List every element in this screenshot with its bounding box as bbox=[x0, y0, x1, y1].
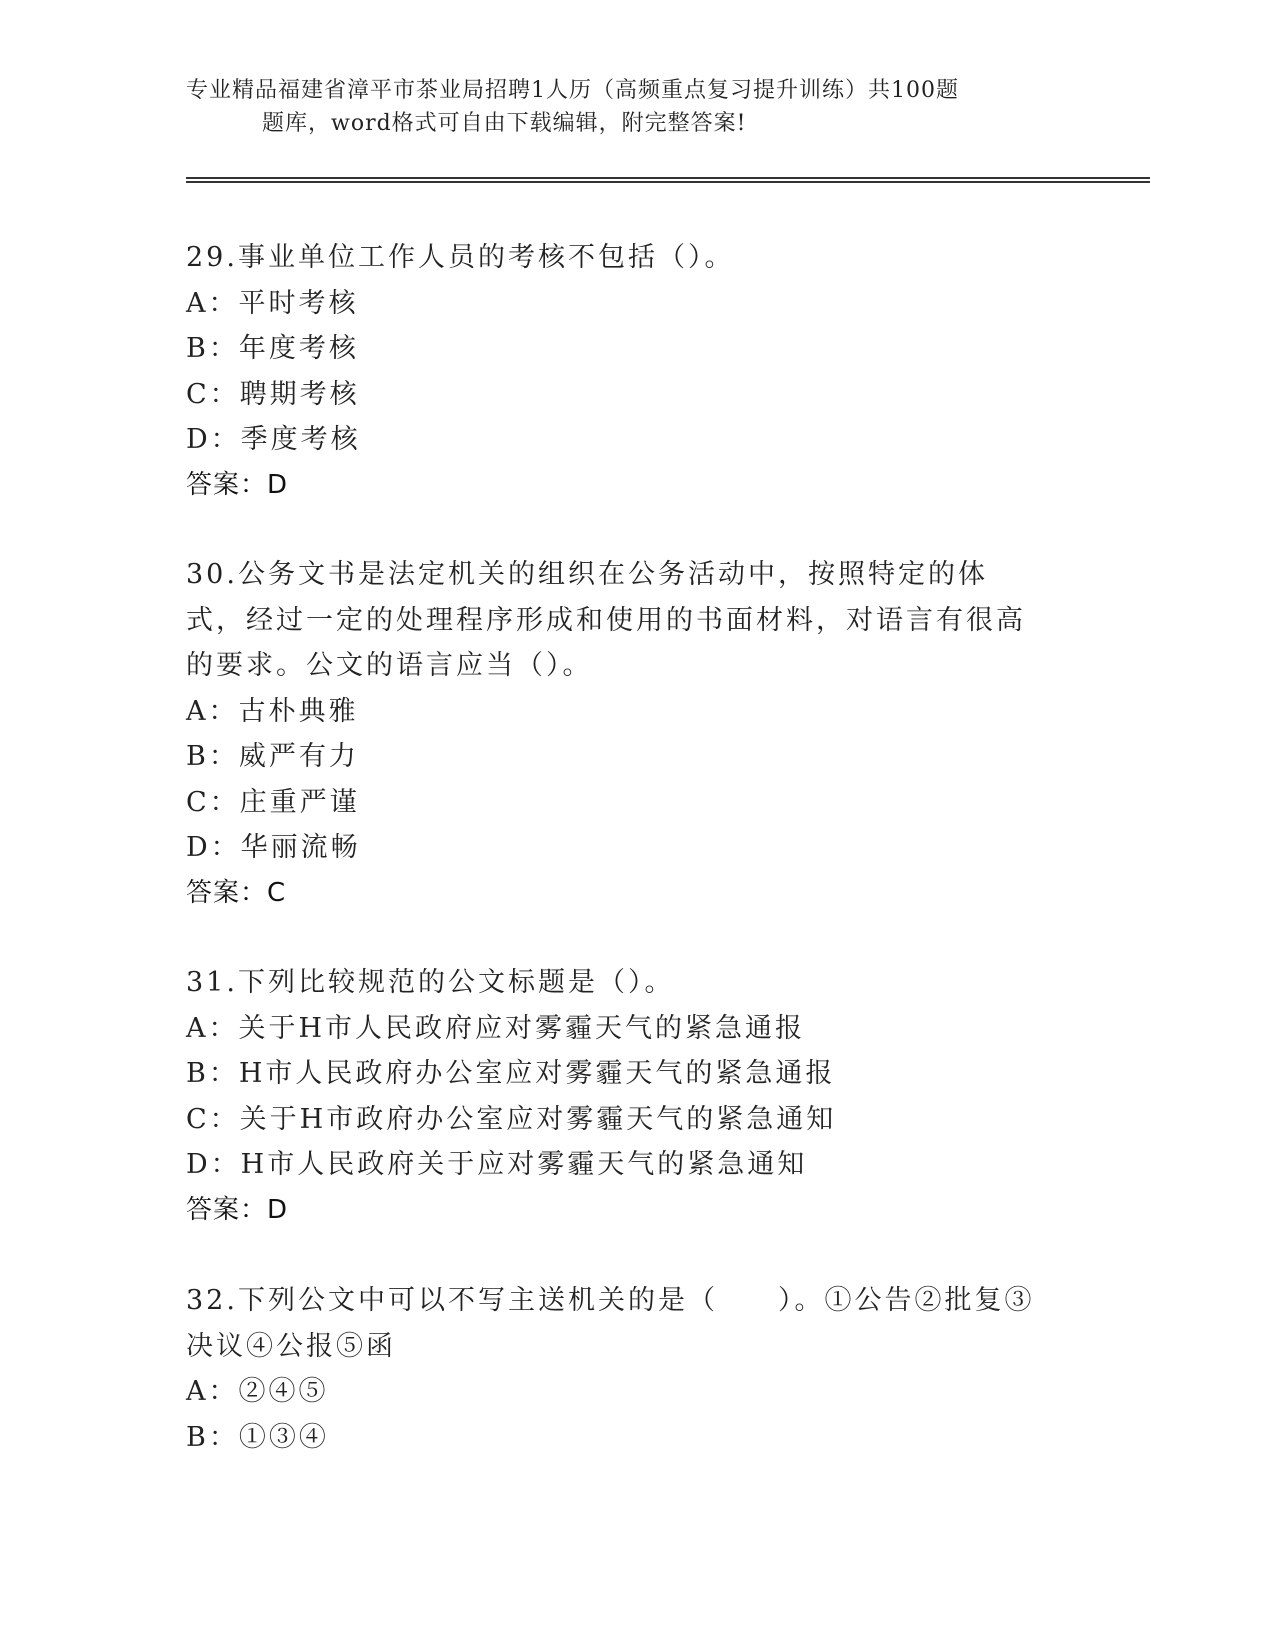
answer-label: 答案：C bbox=[186, 877, 287, 908]
option-b: B：H市人民政府办公室应对雾霾天气的紧急通报 bbox=[186, 1058, 836, 1089]
header-divider-top bbox=[186, 177, 1150, 179]
option-d: D：H市人民政府关于应对雾霾天气的紧急通知 bbox=[186, 1149, 808, 1180]
document-header bbox=[186, 74, 1066, 140]
question-31 bbox=[186, 960, 1086, 1233]
question-stem: 31.下列比较规范的公文标题是（）。 bbox=[186, 967, 675, 998]
question-stem: 29.事业单位工作人员的考核不包括（）。 bbox=[186, 242, 735, 273]
option-a: A：②④⑤ bbox=[186, 1376, 329, 1407]
question-29 bbox=[186, 235, 1086, 508]
header-line-2: 题库，word格式可自由下载编辑，附完整答案! bbox=[262, 111, 747, 136]
question-stem: 30.公务文书是法定机关的组织在公务活动中，按照特定的体式，经过一定的处理程序形成和使用的书面材料，对语言有很高的要求。公文的语言应当（）。 bbox=[186, 559, 1026, 681]
option-c: C：庄重严谨 bbox=[186, 786, 360, 818]
option-d: D：华丽流畅 bbox=[186, 832, 361, 863]
option-c: C：聘期考核 bbox=[186, 378, 360, 410]
option-c: C：关于H市政府办公室应对雾霾天气的紧急通知 bbox=[186, 1103, 837, 1135]
option-b: B：威严有力 bbox=[186, 741, 359, 772]
question-32 bbox=[186, 1278, 1086, 1460]
answer-label: 答案：D bbox=[186, 469, 289, 500]
option-b: B：①③④ bbox=[186, 1421, 329, 1453]
option-d: D：季度考核 bbox=[186, 424, 361, 455]
question-30 bbox=[186, 552, 1086, 916]
question-stem: 32.下列公文中可以不写主送机关的是（ ）。①公告②批复③决议④公报⑤函 bbox=[186, 1285, 1035, 1362]
option-a: A：平时考核 bbox=[186, 287, 359, 319]
option-a: A：古朴典雅 bbox=[186, 695, 359, 727]
header-divider-bottom bbox=[186, 181, 1150, 183]
option-a: A：关于H市人民政府应对雾霾天气的紧急通报 bbox=[186, 1012, 806, 1044]
header-line-1: 专业精品福建省漳平市茶业局招聘1人历（高频重点复习提升训练）共100题 bbox=[186, 78, 959, 103]
answer-label: 答案：D bbox=[186, 1194, 289, 1225]
option-b: B：年度考核 bbox=[186, 333, 359, 364]
